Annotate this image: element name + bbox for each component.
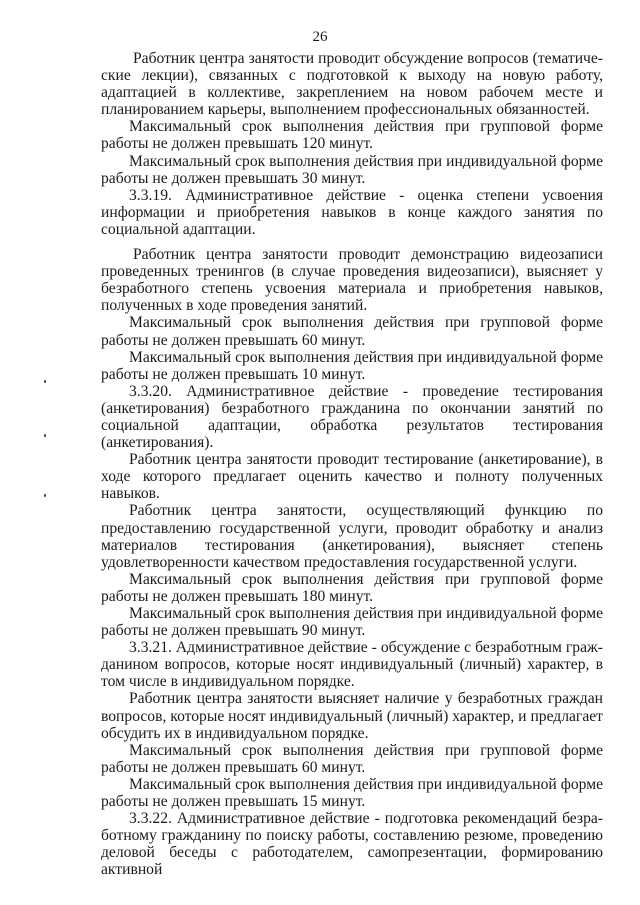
paragraph: Максимальный срок выполнения действия при групповой форме работы не должен превышать 60 минут. bbox=[101, 741, 603, 776]
paragraph: 3.3.20. Административное действие - проведение тестирования (анкетирования) безработного гражданина по окончании занятий по социальной адаптации, обработка результатов тестирования (анкетирования). bbox=[101, 382, 603, 452]
paragraph: Максимальный срок выполнения действия при групповой форме работы не должен превышать 60 минут. bbox=[101, 314, 603, 349]
paragraph: Работник центра занятости проводит тестирование (анкетирование), в ходе которого предлагает оценить качество и полноту полученных навыков. bbox=[101, 451, 603, 503]
paragraph: 3.3.19. Административное действие - оценка степени усвоения информации и приобретения навыков в конце каждого занятия по социальной адаптации. bbox=[101, 186, 603, 238]
margin-mark bbox=[44, 434, 46, 437]
paragraph: Максимальный срок выполнения действия при групповой форме работы не должен превышать 180 минут. bbox=[101, 570, 603, 605]
paragraph: Максимальный срок выполнения действия при групповой форме работы не должен превышать 120 минут. bbox=[101, 118, 603, 153]
paragraph: Работник центра занятости выясняет наличие у безработных граждан вопросов, которые носят индивидуальный (личный) характер, и предлагает обсудить их в индивидуальном порядке. bbox=[101, 690, 603, 742]
margin-mark bbox=[44, 494, 46, 497]
document-body bbox=[101, 50, 603, 879]
page-number: 26 bbox=[312, 29, 328, 45]
margin-mark bbox=[44, 380, 46, 383]
paragraph: Максимальный срок выполнения действия при индивидуальной форме работы не должен превышать 15 минут. bbox=[101, 775, 603, 811]
paragraph: Максимальный срок выполнения действия при индивидуальной форме работы не должен превышать 10 минут. bbox=[101, 348, 603, 383]
paragraph: 3.3.22. Административное действие - подготовка рекомендаций безработному гражданину по поиску работы, составлению резюме, проведению деловой беседы с работодателем, самопрезентации, формированию активной bbox=[101, 810, 603, 879]
paragraph: Работник центра занятости, осуществляющий функцию по предоставлению государственной услуги, проводит обработку и анализ материалов тестирования (анкетирования), выясняет степень удовлетворенности качеством предоставления государственной услуги. bbox=[101, 502, 603, 571]
paragraph: 3.3.21. Административное действие - обсуждение с безработным гражданином вопросов, которые носят индивидуальный (личный) характер, в том числе в индивидуальном порядке. bbox=[101, 639, 603, 691]
paragraph: Максимальный срок выполнения действия при индивидуальной форме работы не должен превышать 30 минут. bbox=[101, 152, 603, 187]
paragraph: Максимальный срок выполнения действия при индивидуальной форме работы не должен превышать 90 минут. bbox=[101, 605, 603, 640]
paragraph: Работник центра занятости проводит демонстрацию видеозаписи проведенных тренингов (в случае проведения видеозаписи), выясняет у безработного степень усвоения материала и приобретения навыков, полученных в ходе проведения занятий. bbox=[101, 246, 603, 315]
paragraph: Работник центра занятости проводит обсуждение вопросов (тематические лекции), связанных с подготовкой к выходу на новую работу, адаптацией в коллективе, закреплением на новом рабочем месте и планированием карьеры, выполнением профессиональных обязанностей. bbox=[101, 50, 603, 119]
